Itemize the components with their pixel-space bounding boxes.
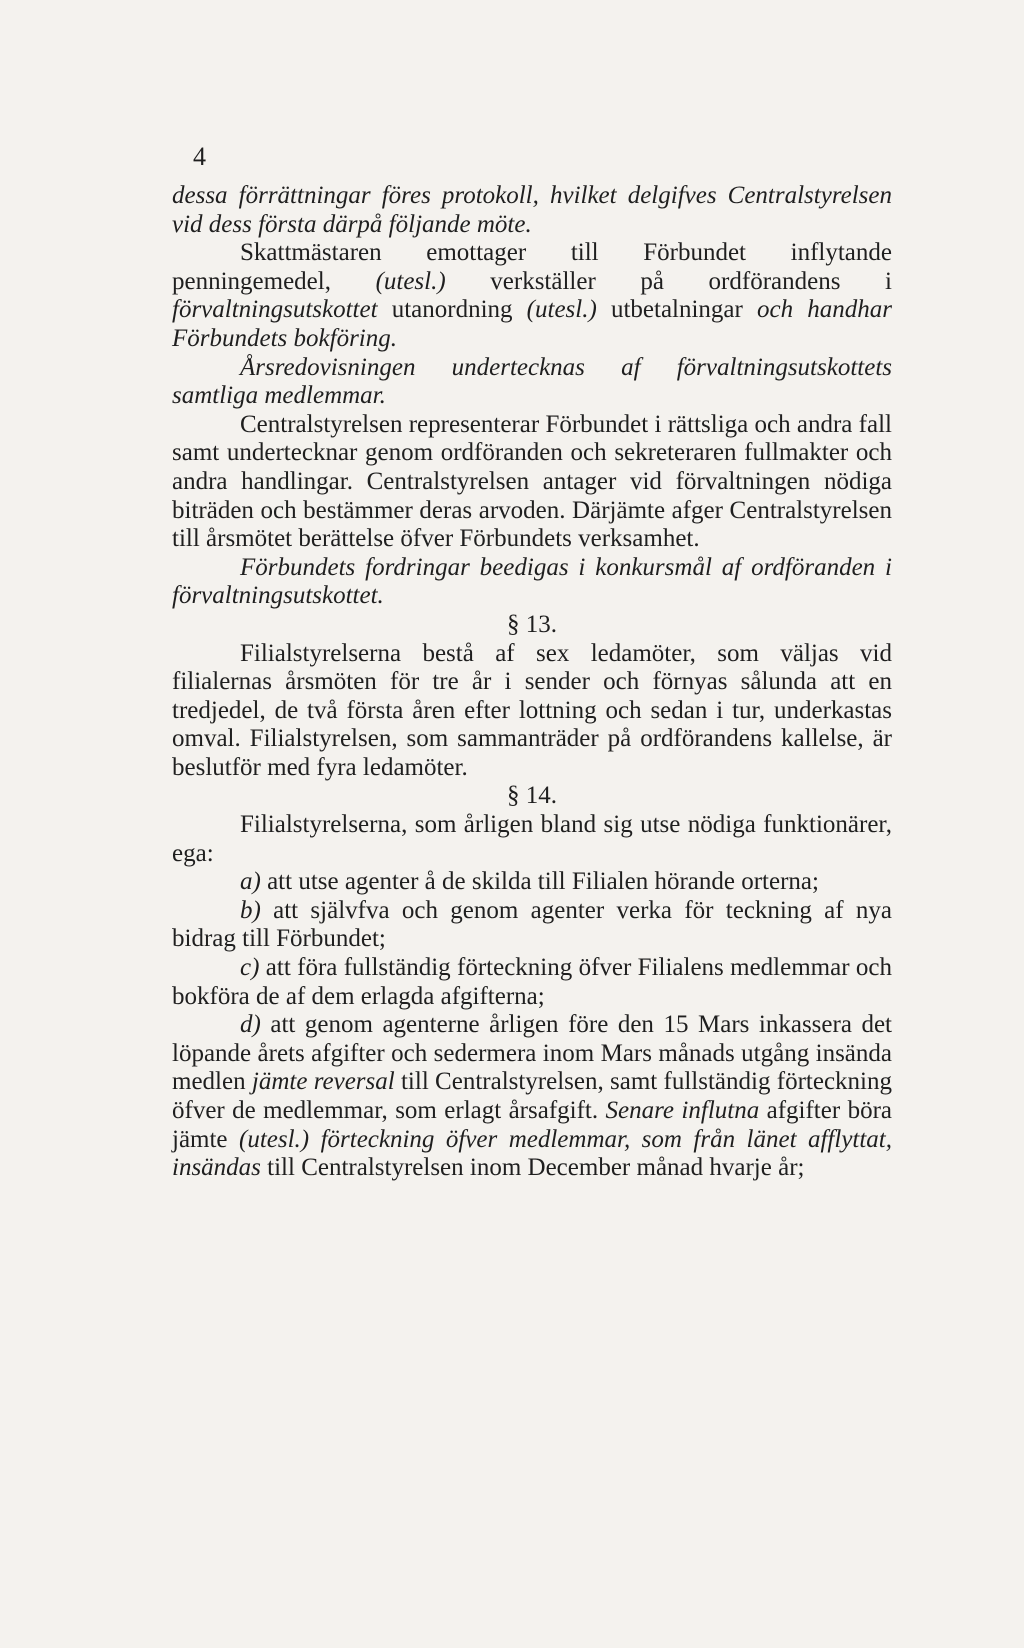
text-span: utbetalningar	[596, 296, 758, 324]
list-text: afgifter böra jämte	[172, 1097, 893, 1153]
list-label: b)	[240, 896, 261, 924]
text-span: förvaltningsutskottet	[172, 296, 378, 324]
section-13-heading: § 13.	[507, 610, 557, 638]
list-label: c)	[240, 954, 260, 982]
text-span: (utesl.)	[375, 267, 446, 295]
text-span: verkställer på ordförandens i	[445, 267, 892, 295]
text-span: utanordning	[377, 296, 527, 324]
list-text: jämte reversal	[251, 1068, 395, 1096]
list-text: (utesl.) förteckning öfver medlemmar, som från länet afflyttat, insändas	[172, 1125, 893, 1182]
list-text: till Centralstyrelsen, samt fullständig förteckning öfver de medlemmar, som erlagt årsafgift.	[172, 1068, 892, 1124]
page-number: 4	[193, 142, 206, 171]
list-text: att utse agenter å de skilda till Filialen hörande orterna;	[260, 868, 819, 896]
list-item-d	[172, 1011, 892, 1183]
paragraph-central-board: Centralstyrelsen representerar Förbundet i rättsliga och andra fall samt undertecknar genom ordföranden och sekreteraren fullmakter och andra handlingar. Centralstyrelsen antager vid förvaltningen nödiga biträden och bestämmer deras arvoden. Därjämte afger Centralstyrelsen till årsmötet berättelse öfver Förbundets verksamhet.	[172, 410, 892, 553]
paragraph-claims: Förbundets fordringar beedigas i konkursmål af ordföranden i förvaltningsutskottet.	[172, 553, 892, 610]
list-text: att genom agenterne årligen före den 15 Mars inkassera det löpande årets afgifter och sedermera inom Mars månads utgång insända medlen	[172, 1011, 892, 1096]
section-14-heading: § 14.	[507, 782, 557, 810]
list-label: a)	[240, 868, 261, 896]
list-text: till Centralstyrelsen inom December månad hvarje år;	[260, 1154, 805, 1182]
list-text: att föra fullständig förteckning öfver Filialens medlemmar och bokföra de af dem erlagda afgifterna;	[172, 954, 892, 1010]
list-text: Senare influtna	[605, 1097, 760, 1124]
text-span: och handhar Förbundets bokföring.	[172, 296, 892, 352]
text-span: (utesl.)	[526, 296, 597, 324]
paragraph-treasurer	[172, 239, 892, 353]
list-item-c	[172, 954, 892, 1011]
paragraph-annual-report: Årsredovisningen undertecknas af förvaltningsutskottets samtliga medlemmar.	[172, 353, 892, 410]
list-item-b	[172, 897, 892, 954]
text-span: Skattmästaren emottager till Förbundet inflytande penningemedel,	[172, 239, 892, 295]
list-label: d)	[240, 1011, 261, 1039]
section-13-paragraph: Filialstyrelserna bestå af sex ledamöter, som väljas vid filialernas årsmöten för tre år i sender och förnyas sålunda att en tredjedel, de två första åren efter lottning och sedan i tur, underkastas omval. Filialstyrelsen, som sammanträder på ordförandens kallelse, är beslutför med fyra ledamöter.	[172, 639, 892, 781]
document-body	[172, 182, 892, 1183]
list-item-a	[172, 868, 892, 897]
list-text: att självfva och genom agenter verka för teckning af nya bidrag till Förbundet;	[172, 896, 892, 953]
section-14-intro: Filialstyrelserna, som årligen bland sig utse nödiga funktionärer, ega:	[172, 811, 892, 867]
paragraph-protocol: dessa förrättningar föres protokoll, hvilket delgifves Centralstyrelsen vid dess första därpå följande möte.	[172, 182, 892, 238]
